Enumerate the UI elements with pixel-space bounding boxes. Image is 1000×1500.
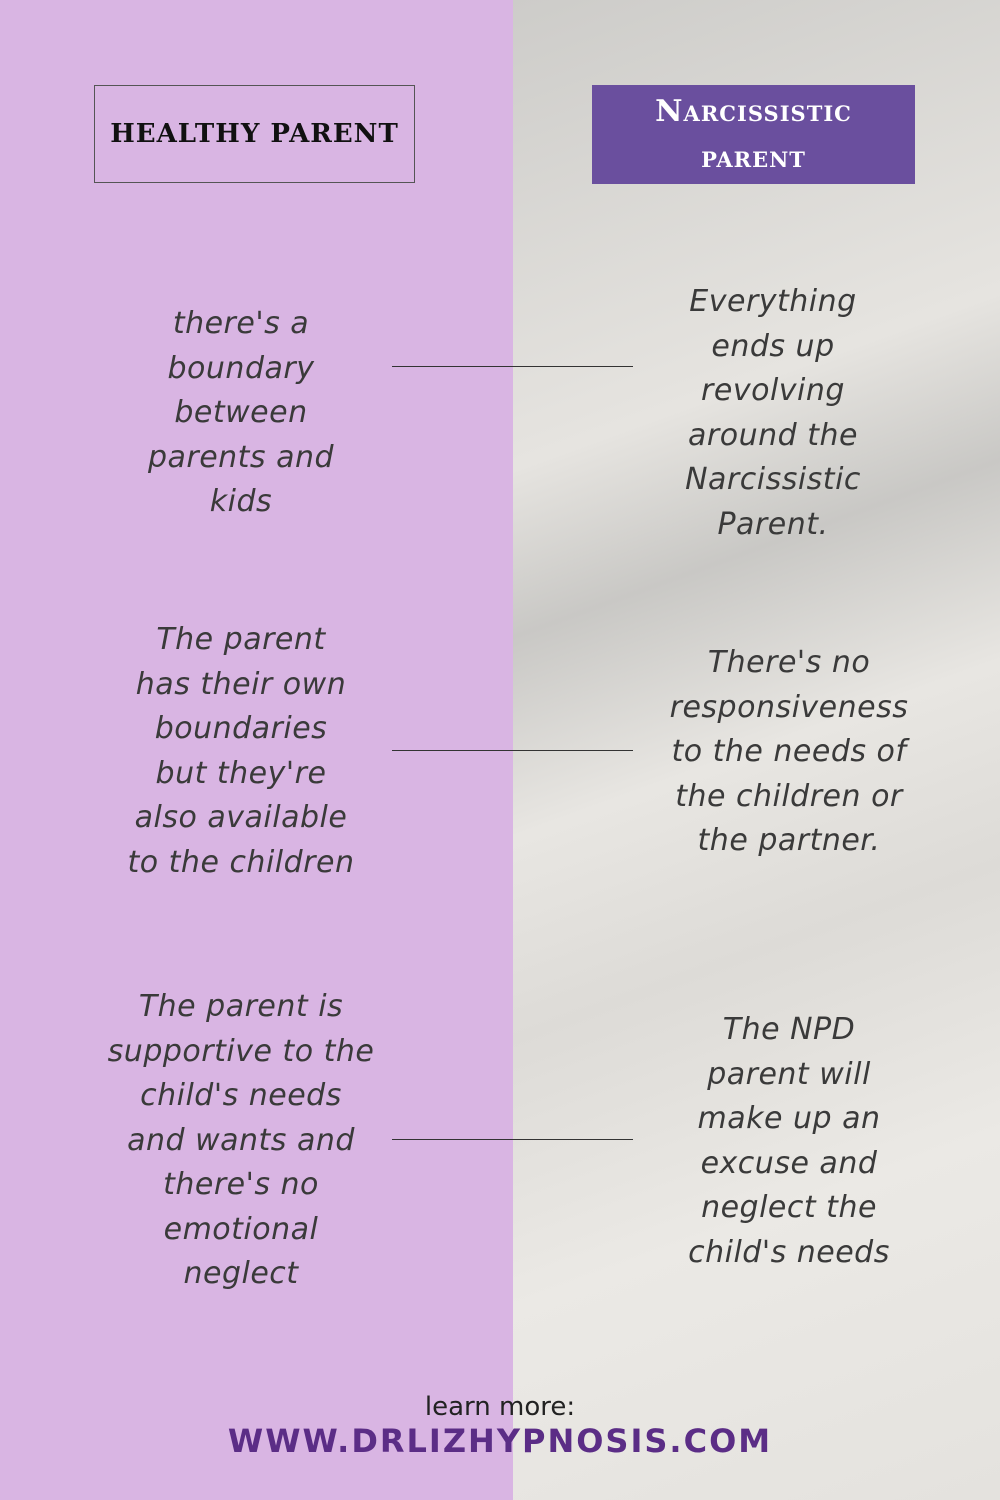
text-line: The NPD	[722, 1012, 856, 1047]
narcissistic-trait-3	[658, 1008, 920, 1275]
text-line: Narcissistic	[685, 462, 861, 497]
text-line: child's needs	[140, 1078, 342, 1113]
narcissistic-trait-1	[643, 280, 903, 547]
text-line: parent will	[707, 1056, 871, 1092]
text-line: but they're	[155, 755, 327, 791]
text-line: neglect the	[701, 1190, 877, 1225]
text-line: ends up	[711, 328, 835, 364]
text-line: There's no	[707, 645, 871, 680]
text-line: and wants and	[127, 1122, 355, 1158]
learn-more-label: learn more:	[424, 1392, 576, 1422]
text-line: neglect	[183, 1256, 299, 1291]
text-line: supportive to the	[107, 1033, 375, 1069]
text-line: kids	[209, 484, 273, 519]
text-line: boundaries	[154, 711, 328, 746]
healthy-parent-header	[94, 85, 415, 183]
text-line: the partner.	[697, 823, 881, 858]
text-line: Everything	[689, 284, 857, 319]
text-line: there's a	[172, 306, 310, 341]
text-line: revolving	[701, 373, 845, 408]
text-line: The parent	[156, 622, 326, 657]
row-1-connector-line	[392, 366, 633, 367]
text-line: The parent is	[138, 989, 344, 1024]
text-line: parents and	[147, 439, 335, 475]
text-line: to the needs of	[671, 734, 907, 769]
text-line: emotional	[163, 1211, 319, 1247]
healthy-trait-2	[105, 618, 377, 885]
text-line: the children or	[675, 778, 903, 814]
text-line: has their own	[135, 666, 347, 702]
healthy-trait-3	[100, 985, 382, 1297]
healthy-trait-1	[105, 302, 377, 525]
text-line: excuse and	[700, 1145, 878, 1181]
narcissistic-parent-header-line2: parent	[701, 139, 806, 175]
text-line: responsiveness	[669, 689, 909, 725]
narcissistic-parent-header	[592, 85, 915, 184]
text-line: also available	[134, 800, 348, 835]
text-line: boundary	[167, 350, 315, 386]
text-line: make up an	[697, 1101, 881, 1136]
row-3-connector-line	[392, 1139, 633, 1140]
narcissistic-trait-2	[658, 641, 920, 864]
text-line: between	[174, 395, 308, 430]
narcissistic-parent-header-line1: Narcissistic	[655, 93, 852, 129]
text-line: around the	[688, 417, 858, 453]
text-line: to the children	[127, 844, 355, 880]
text-line: Parent.	[717, 506, 829, 542]
healthy-parent-header-label: HEALTHY PARENT	[110, 119, 399, 149]
website-link[interactable]: WWW.DRLIZHYPNOSIS.COM	[227, 1422, 773, 1460]
text-line: child's needs	[688, 1234, 890, 1270]
row-2-connector-line	[392, 750, 633, 751]
text-line: there's no	[163, 1167, 319, 1202]
